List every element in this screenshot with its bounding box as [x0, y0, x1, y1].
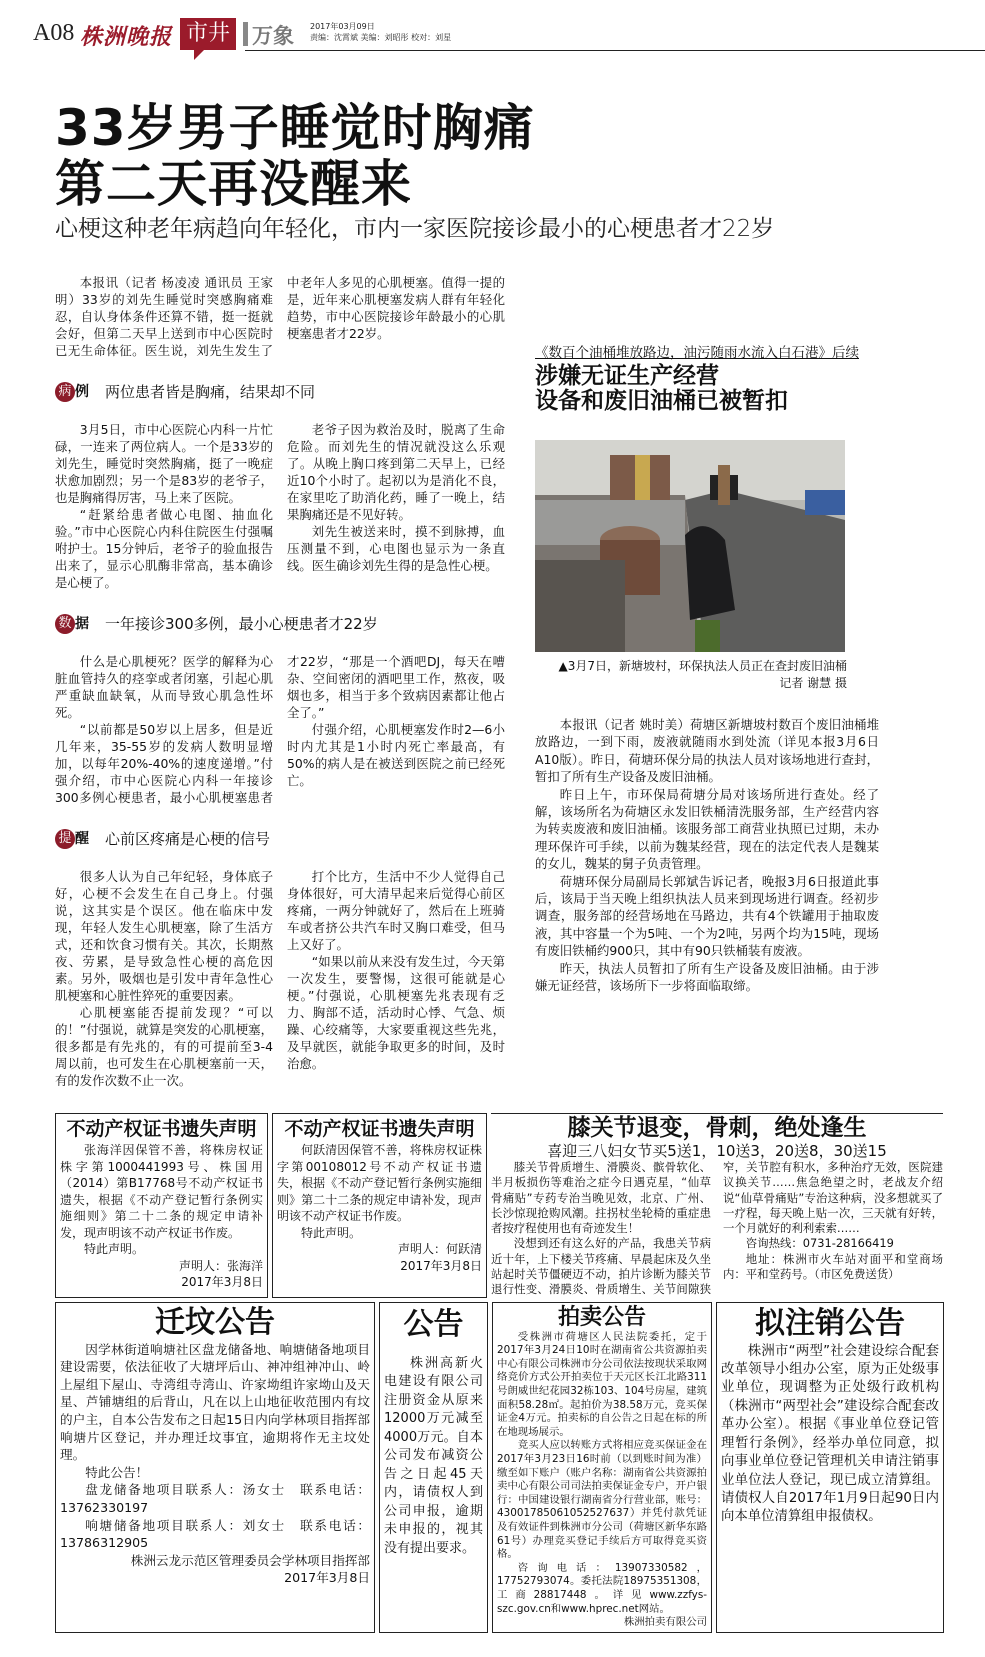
ads-area: [55, 1113, 945, 1657]
lost-certificate-notice-2: 不动产权证书遗失声明 何跃清因保管不善，将株房权证株字第00108012号不动产权证书遗失，根据《不动产登记暂行条例实施细则》第二十二条的规定申请补发，现声明该不动产权证书作废。 特此声明。 声明人：何跃清 2017年3月8日: [272, 1113, 487, 1298]
photo-credit: 记者 谢慧 摄: [779, 676, 847, 690]
section-title: 心前区疼痛是心梗的信号: [105, 830, 271, 848]
side-article: [535, 344, 880, 995]
section-header-reminder: 提 醒 心前区疼痛是心梗的信号: [55, 828, 505, 850]
news-photo: [535, 440, 845, 652]
photo-caption: ▲3月7日，新塘坡村，环保执法人员正在查封废旧油桶 记者 谢慧 摄: [535, 658, 847, 692]
side-headline: 涉嫌无证生产经营 设备和废旧油桶已被暂扣: [535, 363, 788, 414]
ads-row-2: [55, 1302, 945, 1633]
section-header-case: 病 例 两位患者皆是胸痛，结果却不同: [55, 381, 505, 403]
auction-notice: 拍卖公告 受株洲市荷塘区人民法院委托，定于2017年3月24日10时在湖南省公共资源拍卖中心有限公司株洲市分公司依法按现状采取网络竞价方式公开拍卖位于天元区长江北路311号朗威世纪花园32栋103、104号房屋，建筑面积58.28㎡。起拍价为38.58万元，竞买保证金4万元。拍卖标的自公告之日起在标的所在地现场展示。 竞买人应以转账方式将相应竞买保证金在2017年3月23日16时前（以到账时间为准）缴至如下账户（账户名称：湖南省公共资源拍卖中心有限公司司法拍卖保证金专户，开户银行：中国建设银行湖南省分行营业部，账号：43001785061052527637）并凭付款凭证及有效证件到株洲市分公司（荷塘区新华东路61号）办理竞买登记手续后方可取得竞买资格。 咨询电话：13907330582，17752793074。委托法院18975351308，工商28817448。详见www.zzfys-szc.gov.cn和www.hprec.net网站。 株洲拍卖有限公司: [492, 1302, 712, 1633]
page-number: A08: [33, 20, 75, 46]
knee-ad-body: 膝关节骨质增生、滑膜炎、髌骨软化、半月板损伤等难治之症今日遇克星，“仙草骨痛贴”专药专治当晚见效，北京、广州、长沙惊现抢购风潮。拄拐杖坐轮椅的重症患者按疗程使用也有奇迹发生！ 没想到还有这么好的产品，我患关节病近十年，上下楼关节疼痛、早晨起床及久坐站起时关节僵硬迈不动，拍片诊断为膝关节退行性变、滑膜炎、骨质增生、关节间隙狭窄，关节腔有积水，多种治疗无效，医院建议换关节……焦急绝望之时，老战友介绍说“仙草骨痛贴”专治这种病，没多想就买了一疗程，每天晚上贴一次，三天就有好转，一个月就好的利利索索…… 咨询热线：0731-28166419 地址：株洲市火车站对面平和堂商场内：平和堂药号。（市区免费送货）: [491, 1160, 943, 1297]
section-header-data: 数 据 一年接诊300多例，最小心梗患者才22岁: [55, 613, 505, 635]
deregistration-notice: 拟注销公告 株洲市“两型”社会建设综合配套改革领导小组办公室，原为正处级事业单位，现调整为正处级行政机构（株洲市“两型社会”建设综合配套改革办公室）。根据《事业单位登记管理暂行条例》，经举办单位同意，拟向事业单位登记管理机关申请注销事业单位法人登记，现已成立清算组。请债权人自2017年1月9日起90日内向本单位清算组申报债权。: [716, 1302, 944, 1633]
section-body-reminder: 很多人认为自己年纪轻，身体底子好，心梗不会发生在自己身上。付强说，这其实是个误区。他在临床中发现，年轻人发生心肌梗塞，除了生活方式，还和饮食习惯有关。其次，长期熬夜、劳累，是导致急性心梗的高危因素。另外，吸烟也是引发中青年急性心肌梗塞和心脏性猝死的重要因素。 心肌梗塞能否提前发现？“可以的！”付强说，就算是突发的心肌梗塞，很多都是有先兆的，有的可提前至3-4周以前，也可发生在心肌梗塞前一天，有的发作次数不止一次。 打个比方，生活中不少人觉得自己身体很好，可大清早起来后觉得心前区疼痛，一两分钟就好了，然后在上班骑车或者挤公共汽车时又胸口难受，但马上又好了。 “如果以前从来没有发生过，今天第一次发生，要警惕，这很可能就是心梗。”付强说，心肌梗塞先兆表现有乏力、胸部不适，活动时心悸、气急、烦躁、心绞痛等，大家要重视这些先兆，及早就医，就能争取更多的时间，及时治愈。: [55, 869, 505, 1088]
section-label: 市井: [180, 18, 236, 50]
section-title: 一年接诊300多例，最小心梗患者才22岁: [105, 615, 378, 633]
headline-line: 第二天再没醒来: [55, 155, 412, 213]
side-kicker: 《数百个油桶堆放路边，油污随雨水流入白石港》后续: [535, 345, 859, 361]
section-body-data: 什么是心肌梗死？医学的解释为心脏血管持久的痉挛或者闭塞，引起心肌严重缺血缺氧，从而导致心肌急性坏死。 “以前都是50岁以上居多，但是近几年来，35-55岁的发病人数明显增加，以每年20%-40%的速度递增。”付强介绍，市中心医院心内科一年接诊300多例心梗患者，最小心肌梗塞患者才22岁，“那是一个酒吧DJ，每天在嘈杂、空间密闭的酒吧里工作，熬夜，吸烟也多，相当于多个致病因素都让他占全了。” 付强介绍，心肌梗塞发作时2—6小时内尤其是1小时内死亡率最高，有50%的病人是在被送到医院之前已经死亡。: [55, 654, 505, 805]
knee-ad: 膝关节退变，骨刺，绝处逢生 喜迎三八妇女节买5送1，10送3，20送8，30送15 膝关节骨质增生、滑膜炎、髌骨软化、半月板损伤等难治之症今日遇克星，“仙草骨痛贴”专药专治当晚见效，北京、广州、长沙惊现抢购风潮。拄拐杖坐轮椅的重症患者按疗程使用也有奇迹发生！ 没想到还有这么好的产品，我患关节病近十年，上下楼关节疼痛、早晨起床及久坐站起时关节僵硬迈不动，拍片诊断为膝关节退行性变、滑膜炎、骨质增生、关节间隙狭窄，关节腔有积水，多种治疗无效，医院建议换关节……焦急绝望之时，老战友介绍说“仙草骨痛贴”专治这种病，没多想就买了一疗程，每天晚上贴一次，三天就有好转，一个月就好的利利索索…… 咨询热线：0731-28166419 地址：株洲市火车站对面平和堂商场内：平和堂药号。（市区免费送货）: [491, 1115, 943, 1297]
ads-row-1: [55, 1113, 945, 1298]
newspaper-logo: 株洲晚报: [80, 25, 173, 50]
lost-certificate-notice-1: 不动产权证书遗失声明 张海洋因保管不善，将株房权证株字第1000441993号、株国用（2014）第B17768号不动产权证书遗失，根据《不动产登记暂行条例实施细则》第二十二条的规定申请补发，现声明该不动产权证书作废。 特此声明。 声明人：张海洋 2017年3月8日: [55, 1113, 268, 1298]
headline-line: 33岁男子睡觉时胸痛: [55, 99, 535, 157]
badge-icon: 数: [55, 614, 75, 634]
subsection-label: 万象: [252, 24, 294, 48]
section-title: 两位患者皆是胸痛，结果却不同: [105, 383, 316, 401]
capital-reduction-notice: 公告 株洲高新火电建设有限公司注册资金从原来12000万元减至4000万元。自本公司发布减资公告之日起45天内，请债权人到公司申报，逾期未申报的，视其没有提出要求。: [379, 1302, 488, 1633]
section-body-case: 3月5日，市中心医院心内科一片忙碌，一连来了两位病人。一个是33岁的刘先生，睡觉时突然胸痛，挺了一晚症状愈加剧烈；另一个是83岁的老爷子，也是胸痛得厉害，马上来了医院。 “赶紧给患者做心电图、抽血化验。”市中心医院心内科住院医生付强嘱咐护士。15分钟后，老爷子的验血报告出来了，显示心肌酶非常高，基本确诊是心梗了。 老爷子因为救治及时，脱离了生命危险。而刘先生的情况就没这么乐观了。从晚上胸口疼到第二天早上，已经近10个小时了。起初以为是消化不良，在家里吃了助消化药，睡了一晚上，结果胸痛还是不见好转。 刘先生被送来时，摸不到脉搏，血压测量不到，心电图也显示为一条直线。医生确诊刘先生得的是急性心梗。: [55, 422, 505, 590]
article-row: [55, 274, 985, 1089]
issue-date: 2017年03月09日: [310, 22, 375, 31]
grave-relocation-notice: 迁坟公告 因学林街道响塘社区盘龙储备地、响塘储备地项目建设需要，依法征收了大塘坪后山、神冲组神冲山、岭上屋组下屋山、寺湾组寺湾山、许家坳组许家坳山及天星、芦铺塘组的后背山，凡在以上山地征收范围内有坟的户主，自本公告发布之日起15日内向学林项目指挥部响塘片区登记，并办理迁坟事宜，逾期将作无主坟处理。 特此公告！ 盘龙储备地项目联系人：汤女士 联系电话：13762330197 响塘储备地项目联系人：刘女士 联系电话：13786312905 株洲云龙示范区管理委员会学林项目指挥部 2017年3月8日: [55, 1302, 375, 1633]
side-body: 本报讯（记者 姚时美）荷塘区新塘坡村数百个废旧油桶堆放路边，一到下雨，废液就随雨水到处流（详见本报3月6日A10版）。昨日，荷塘环保分局的执法人员对该场地进行查封，暂扣了所有生产设备及废旧油桶。 昨日上午，市环保局荷塘分局对该场所进行查处。经了解，该场所名为荷塘区永发旧铁桶清洗服务部，生产经营内容为转卖废液和废旧油桶。该服务部工商营业执照已过期，未办理环保许可手续，以前为魏某经营，现在的法定代表人是魏某的女儿，魏某的舅子负责管理。 荷塘环保分局副局长郭斌告诉记者，晚报3月6日报道此事后，该局于当天晚上组织执法人员来到现场进行调查。经初步调查，服务部的经营场地在马路边，共有4个铁罐用于抽取废液，其中容量一个为5吨、一个为2吨，另两个均为15吨，现场有废旧铁桶约900只，其中有90只铁桶装有废液。 昨天，执法人员暂扣了所有生产设备及废旧油桶。由于涉嫌无证经营，该场所下一步将面临取缔。: [535, 717, 879, 994]
main-headline: [55, 100, 985, 212]
badge-icon: 提: [55, 829, 75, 849]
main-subheadline: 心梗这种老年病趋向年轻化，市内一家医院接诊最小的心梗患者才22岁: [55, 216, 775, 242]
badge-icon: 病: [55, 382, 75, 402]
main-article: [55, 274, 505, 1089]
lead-paragraph: 本报讯（记者 杨凌凌 通讯员 王家明）33岁的刘先生睡觉时突感胸痛难忍，自认身体条件还算不错，挺一挺就会好，但第二天早上送到市中心医院时已无生命体征。医生说，刘先生发生了中老年人多见的心肌梗塞。值得一提的是，近年来心肌梗塞发病人群有年轻化趋势，市中心医院接诊年龄最小的心肌梗塞患者才22岁。: [55, 275, 505, 358]
staff-credits: 责编：沈霄斌 美编：刘昭彤 校对：刘星: [310, 33, 452, 42]
